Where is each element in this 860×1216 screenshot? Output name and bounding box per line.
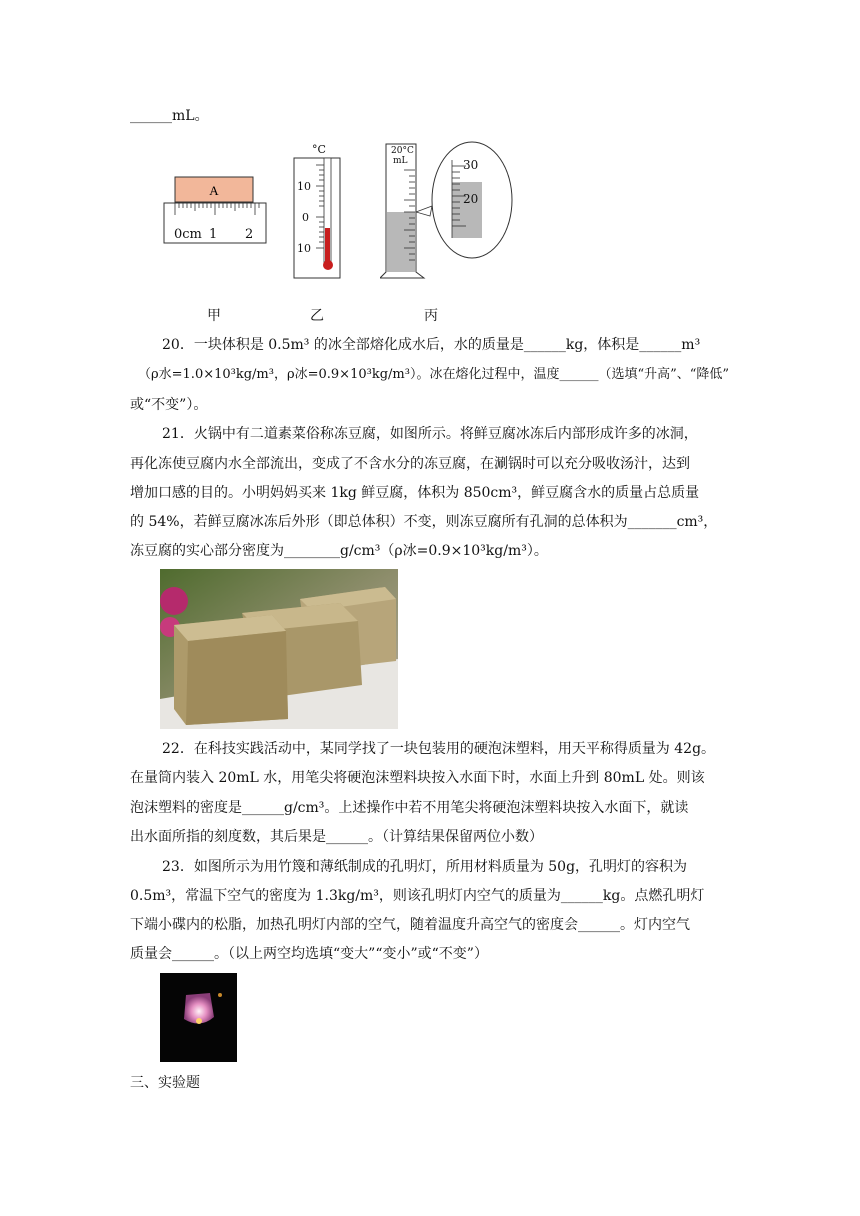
- q23-line-3: 下端小碟内的松脂，加热孔明灯内部的空气，随着温度升高空气的密度会______。灯内空气: [130, 917, 690, 933]
- q21-line-2: 再化冻使豆腐内水全部流出，变成了不含水分的冻豆腐，在涮锅时可以充分吸收汤汁，达到: [130, 456, 690, 472]
- block-a-label: A: [209, 183, 219, 198]
- thermometer-frame: [294, 158, 340, 278]
- q22-line-3: 泡沫塑料的密度是______g/cm³。上述操作中若不用笔尖将硬泡沫塑料块按入水面下，就读: [130, 800, 689, 816]
- q22-line-1: 22．在科技实践活动中，某同学找了一块包装用的硬泡沫塑料，用天平称得质量为 42g。: [162, 741, 716, 757]
- q20-line-1: 20．一块体积是 0.5m³ 的冰全部熔化成水后，水的质量是______kg，体积是______m³: [162, 337, 701, 353]
- frozen-tofu-photo: [160, 569, 398, 729]
- ruler-tick-2: 2: [245, 227, 254, 242]
- q21-line-1: 21．火锅中有二道素菜俗称冻豆腐，如图所示。将鲜豆腐冰冻后内部形成许多的冰洞，: [162, 426, 698, 442]
- thermometer-tick-10-bottom: 10: [297, 242, 311, 255]
- zoom-tick-20: 20: [463, 192, 479, 206]
- ruler-ticks: [175, 203, 259, 215]
- mercury-bulb: [323, 260, 333, 270]
- caption-jia: 甲: [207, 308, 221, 324]
- cylinder-temp-label: 20°C: [391, 146, 414, 156]
- thermometer-tick-0: 0: [302, 211, 309, 224]
- section-title: 三、实验题: [130, 1075, 200, 1091]
- thermometer-tick-10-top: 10: [297, 180, 311, 193]
- q22-line-2: 在量筒内装入 20mL 水，用笔尖将硬泡沫塑料块按入水面下时，水面上升到 80mL 处。则该: [130, 770, 705, 786]
- thermometer-unit: °C: [312, 143, 326, 156]
- ruler-tick-0: 0cm: [174, 227, 202, 242]
- cylinder-unit-label: mL: [393, 156, 408, 166]
- sky-lantern-photo: [160, 973, 237, 1062]
- answer-blank-ml: ______mL。: [130, 108, 209, 124]
- ruler-tick-1: 1: [209, 227, 218, 242]
- q21-line-4: 的 54%，若鲜豆腐冰冻后外形（即总体积）不变，则冻豆腐所有孔洞的总体积为_______cm³，: [130, 514, 718, 530]
- bubble-pointer: [416, 206, 432, 216]
- caption-bing: 丙: [424, 308, 438, 324]
- q21-line-5: 冻豆腐的实心部分密度为________g/cm³（ρ冰=0.9×10³kg/m³）。: [130, 543, 548, 559]
- q23-line-2: 0.5m³，常温下空气的密度为 1.3kg/m³，则该孔明灯内空气的质量为______kg。点燃孔明灯: [130, 888, 705, 904]
- q20-line-2: （ρ水=1.0×10³kg/m³，ρ冰=0.9×10³kg/m³）。冰在熔化过程中，温度______（选填“升高”、“降低”: [138, 367, 730, 382]
- thermometer-figure: [288, 140, 348, 280]
- thermometer-ticks: [316, 165, 324, 248]
- zoom-tick-30: 30: [463, 158, 479, 172]
- q23-line-1: 23．如图所示为用竹篾和薄纸制成的孔明灯，所用材料质量为 50g，孔明灯的容积为: [162, 859, 688, 875]
- q23-line-4: 质量会______。（以上两空均选填“变大”“变小”或“不变”）: [130, 946, 488, 962]
- q20-line-3: 或“不变”）。: [130, 397, 208, 413]
- q21-line-3: 增加口感的目的。小明妈妈买来 1kg 鲜豆腐，体积为 850cm³，鲜豆腐含水的质量占总质量: [130, 485, 700, 501]
- q22-line-4: 出水面所指的刻度数，其后果是______。（计算结果保留两位小数）: [130, 829, 543, 845]
- caption-yi: 乙: [310, 308, 324, 324]
